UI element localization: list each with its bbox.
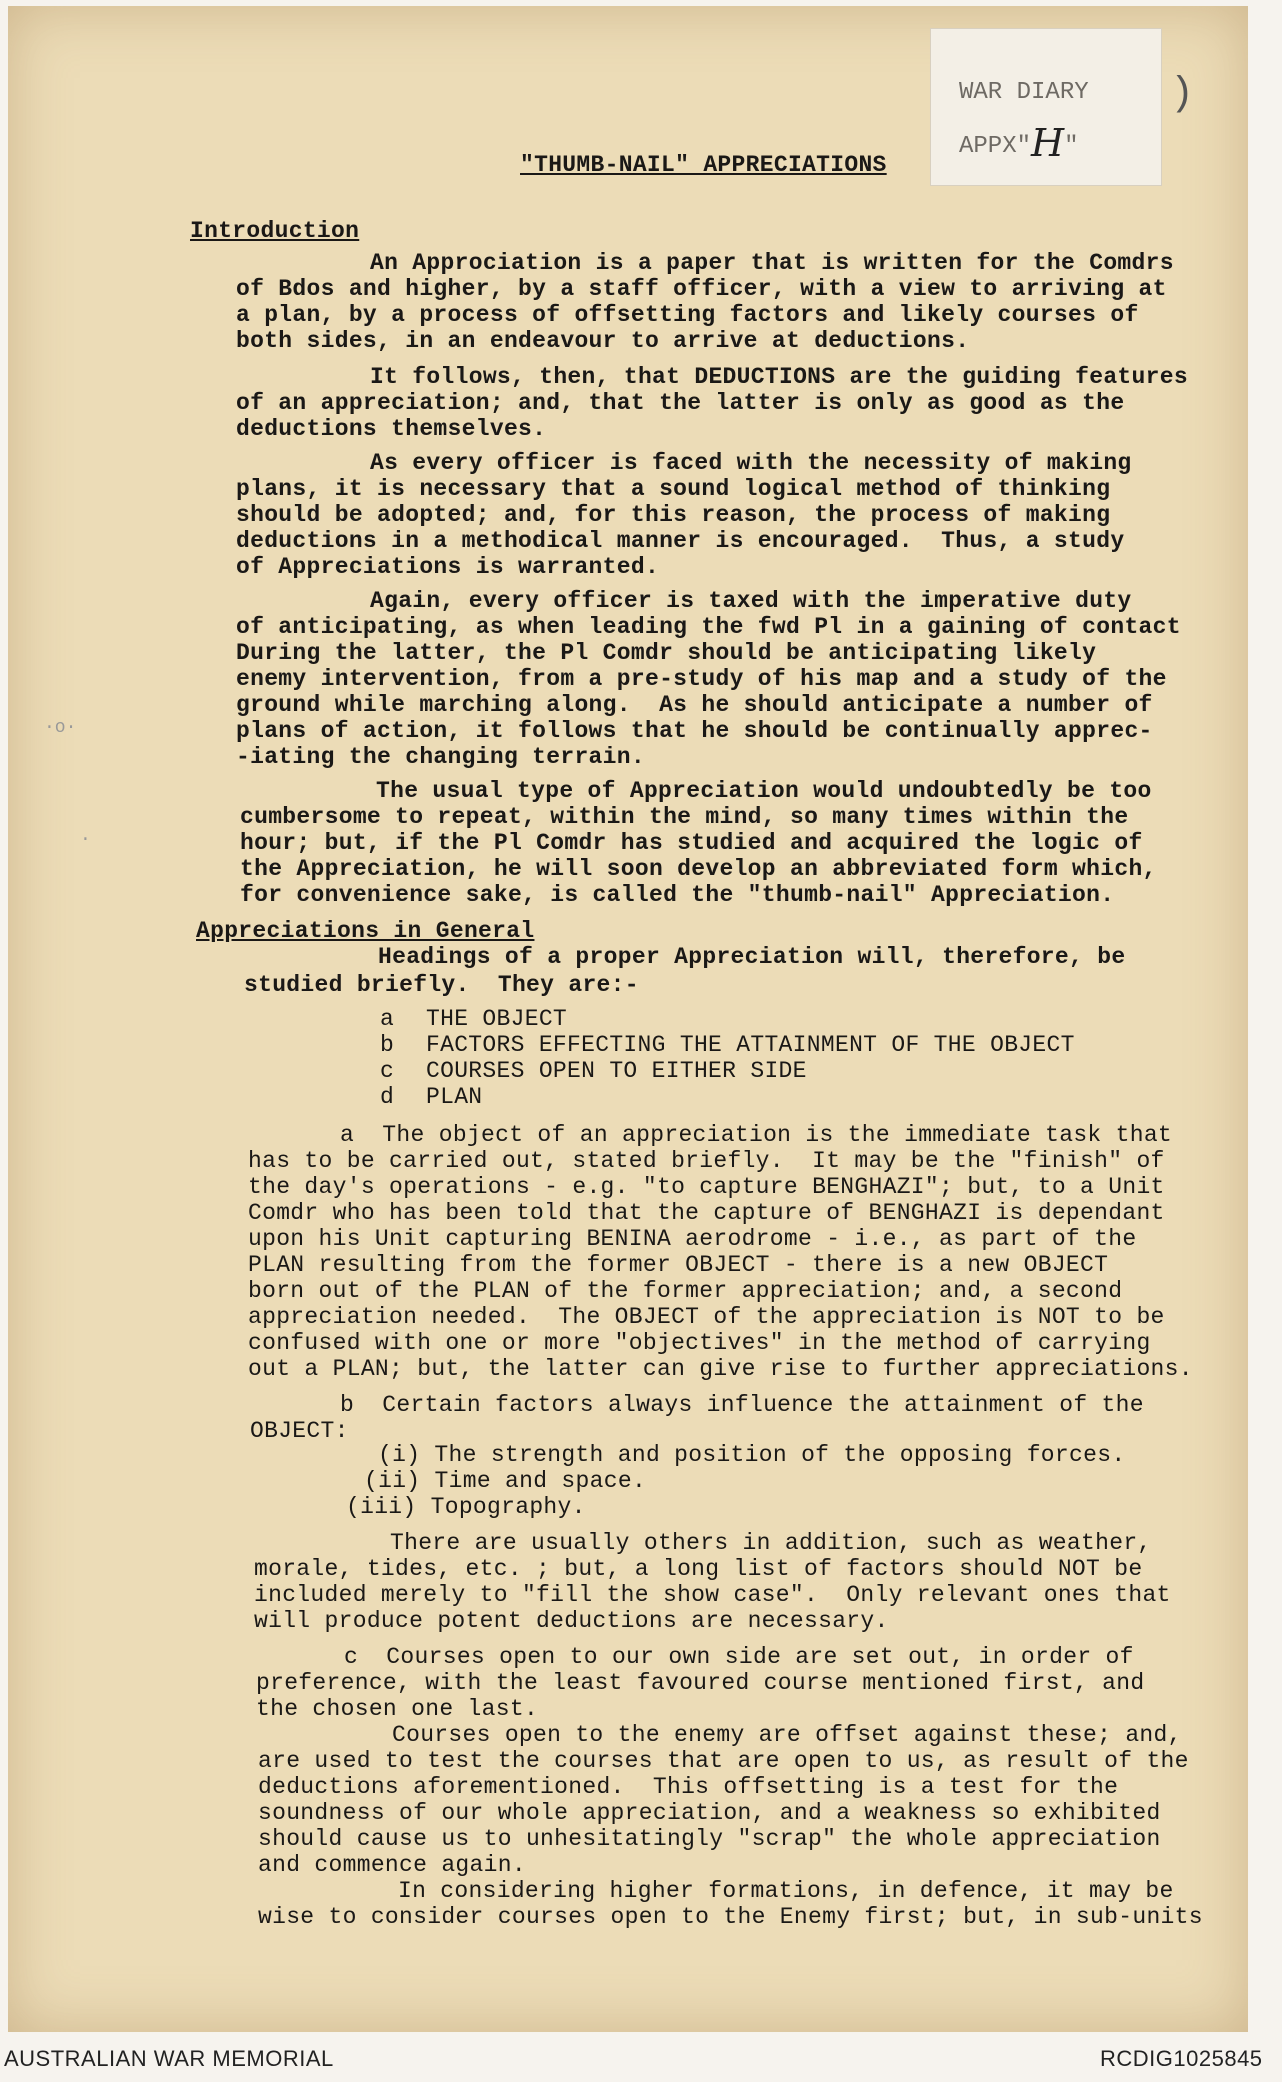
stamp-line-2: [959, 117, 1079, 165]
text-line: included merely to "fill the show case". Only relevant ones that: [254, 1582, 1171, 1608]
factor-item: (ii) Time and space.: [364, 1468, 647, 1494]
footer-institution: AUSTRALIAN WAR MEMORIAL: [4, 2046, 334, 2071]
list-item: THE OBJECT: [426, 1006, 568, 1032]
text-line: the chosen one last.: [256, 1696, 539, 1722]
text-line: of anticipating, as when leading the fwd Pl in a gaining of contact: [236, 614, 1181, 640]
text-line: As every officer is faced with the necessity of making: [370, 450, 1132, 476]
section-heading-general: Appreciations in General: [196, 918, 535, 944]
stamp-paren: ): [1170, 72, 1195, 117]
text-line: PLAN resulting from the former OBJECT - there is a new OBJECT: [248, 1252, 1109, 1278]
war-diary-stamp: [930, 28, 1162, 186]
text-line: -iating the changing terrain.: [236, 744, 645, 770]
text-line: deductions themselves.: [236, 416, 547, 442]
text-line: In considering higher formations, in defence, it may be: [398, 1878, 1174, 1904]
text-line: born out of the PLAN of the former appreciation; and, a second: [248, 1278, 1123, 1304]
text-line: Courses open to the enemy are offset against these; and,: [392, 1722, 1182, 1748]
text-line: the Appreciation, he will soon develop an abbreviated form which,: [240, 856, 1157, 882]
factor-item: (i) The strength and position of the opposing forces.: [378, 1442, 1126, 1468]
text-line: should cause us to unhesitatingly "scrap" the whole appreciation: [258, 1826, 1161, 1852]
factor-item: (iii) Topography.: [346, 1494, 586, 1520]
text-line: plans, it is necessary that a sound logical method of thinking: [236, 476, 1111, 502]
list-item-letter: b: [380, 1032, 395, 1058]
text-line: c Courses open to our own side are set out, in order of: [344, 1644, 1134, 1670]
text-line: The usual type of Appreciation would undoubtedly be too: [376, 778, 1152, 804]
text-line: b Certain factors always influence the attainment of the: [340, 1392, 1144, 1418]
text-line: During the latter, the Pl Comdr should be anticipating likely: [236, 640, 1097, 666]
text-line: preference, with the least favoured course mentioned first, and: [256, 1670, 1145, 1696]
text-line: cumbersome to repeat, within the mind, so many times within the: [240, 804, 1129, 830]
stamp-line-2-suffix: ": [1064, 133, 1079, 160]
text-line: hour; but, if the Pl Comdr has studied and acquired the logic of: [240, 830, 1143, 856]
list-item-letter: c: [380, 1058, 395, 1084]
text-line: appreciation needed. The OBJECT of the appreciation is NOT to be: [248, 1304, 1165, 1330]
text-line: upon his Unit capturing BENINA aerodrome - i.e., as part of the: [248, 1226, 1137, 1252]
text-line: deductions in a methodical manner is encouraged. Thus, a study: [236, 528, 1125, 554]
list-item: PLAN: [426, 1084, 483, 1110]
text-line: deductions aforementioned. This offsetting is a test for the: [258, 1774, 1119, 1800]
text-line: Comdr who has been told that the capture of BENGHAZI is dependant: [248, 1200, 1165, 1226]
text-line: plans of action, it follows that he should be continually apprec-: [236, 718, 1153, 744]
text-line: of Bdos and higher, by a staff officer, with a view to arriving at: [236, 276, 1167, 302]
page-title: "THUMB-NAIL" APPRECIATIONS: [520, 152, 887, 178]
text-line: Again, every officer is taxed with the imperative duty: [370, 588, 1132, 614]
text-line: and commence again.: [258, 1852, 526, 1878]
text-line: There are usually others in addition, such as weather,: [390, 1530, 1152, 1556]
text-line: morale, tides, etc. ; but, a long list of factors should NOT be: [254, 1556, 1143, 1582]
punch-hole-mark: ·o·: [44, 718, 77, 738]
text-line: for convenience sake, is called the "thumb-nail" Appreciation.: [240, 882, 1115, 908]
stamp-line-2-prefix: APPX": [959, 133, 1032, 160]
footer-record-id: RCDIG1025845: [1100, 2046, 1263, 2071]
text-line: both sides, in an endeavour to arrive at deductions.: [236, 328, 970, 354]
text-line: a The object of an appreciation is the immediate task that: [340, 1122, 1173, 1148]
text-line: of Appreciations is warranted.: [236, 554, 660, 580]
text-line: the day's operations - e.g. "to capture BENGHAZI"; but, to a Unit: [248, 1174, 1165, 1200]
text-line: out a PLAN; but, the latter can give rise to further appreciations.: [248, 1356, 1193, 1382]
text-line: It follows, then, that DEDUCTIONS are the guiding features: [370, 364, 1188, 390]
text-line: should be adopted; and, for this reason, the process of making: [236, 502, 1111, 528]
list-item-letter: d: [380, 1084, 395, 1110]
text-line: are used to test the courses that are open to us, as result of the: [258, 1748, 1189, 1774]
text-line: wise to consider courses open to the Enemy first; but, in sub-units: [258, 1904, 1203, 1930]
stamp-line-1: WAR DIARY: [959, 79, 1089, 106]
text-line: Headings of a proper Appreciation will, therefore, be: [378, 944, 1126, 970]
text-line: ground while marching along. As he should anticipate a number of: [236, 692, 1153, 718]
text-line: An Approciation is a paper that is written for the Comdrs: [370, 250, 1174, 276]
text-line: OBJECT:: [250, 1418, 349, 1444]
text-line: soundness of our whole appreciation, and a weakness so exhibited: [258, 1800, 1161, 1826]
list-item: FACTORS EFFECTING THE ATTAINMENT OF THE OBJECT: [426, 1032, 1075, 1058]
text-line: confused with one or more "objectives" in the method of carrying: [248, 1330, 1151, 1356]
text-line: studied briefly. They are:-: [244, 972, 639, 998]
text-line: a plan, by a process of offsetting factors and likely courses of: [236, 302, 1139, 328]
list-item: COURSES OPEN TO EITHER SIDE: [426, 1058, 807, 1084]
text-line: has to be carried out, stated briefly. It may be the "finish" of: [248, 1148, 1165, 1174]
punch-hole-mark: ·: [80, 830, 91, 850]
text-line: of an appreciation; and, that the latter is only as good as the: [236, 390, 1125, 416]
stamp-appendix-letter: H: [1031, 121, 1065, 165]
list-item-letter: a: [380, 1006, 395, 1032]
text-line: will produce potent deductions are necessary.: [254, 1608, 889, 1634]
section-heading-introduction: Introduction: [190, 218, 360, 244]
text-line: enemy intervention, from a pre-study of his map and a study of the: [236, 666, 1167, 692]
